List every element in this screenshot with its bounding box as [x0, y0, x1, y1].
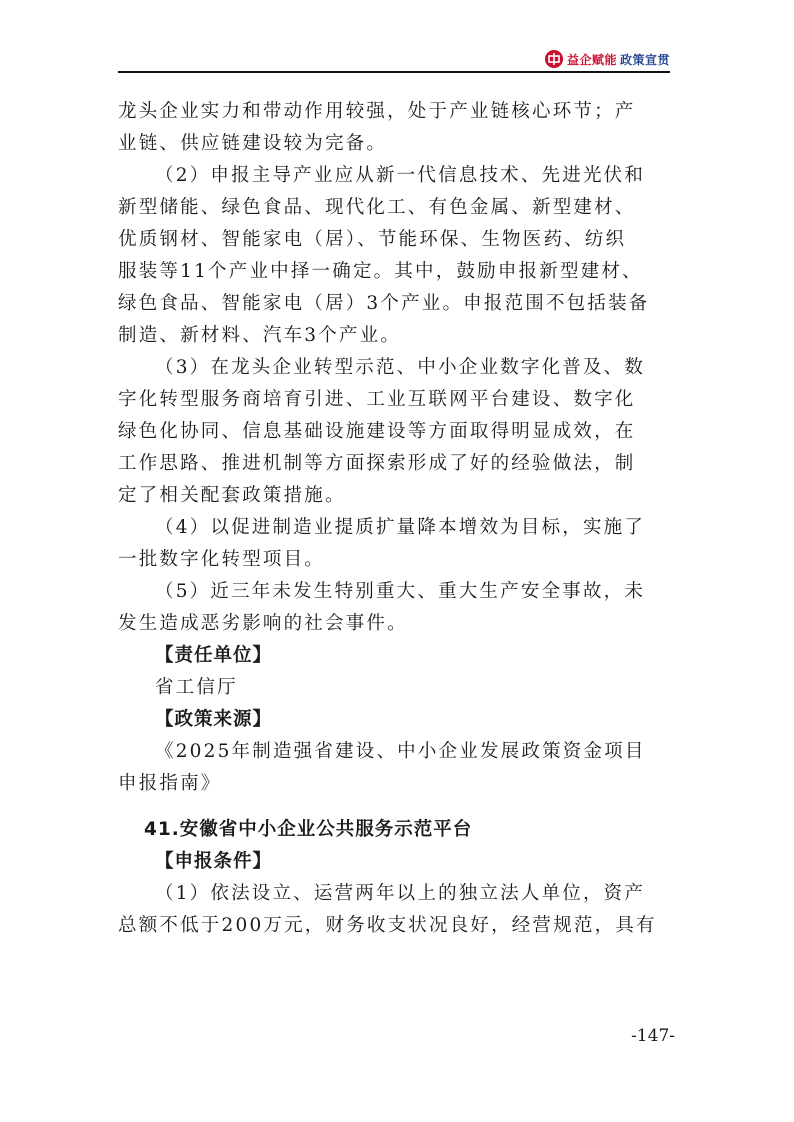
- section-title: 41.安徽省中小企业公共服务示范平台: [144, 819, 473, 840]
- text-line: 绿色食品、智能家电（居）3个产业。申报范围不包括装备: [118, 293, 650, 314]
- text-line: 绿色化协同、信息基础设施建设等方面取得明显成效，在: [118, 421, 636, 442]
- paragraph-start-line: 《2025年制造强省建设、中小企业发展政策资金项目: [155, 741, 646, 762]
- brand-text-primary: 益企赋能: [566, 52, 617, 67]
- text-line: 发生造成恶劣影响的社会事件。: [118, 613, 408, 634]
- text-line: 制造、新材料、汽车3个产业。: [118, 325, 402, 346]
- brand-text: [567, 51, 670, 68]
- text-line: 一批数字化转型项目。: [118, 549, 326, 570]
- paragraph-start-line: （4）以促进制造业提质扩量降本增效为目标，实施了: [155, 517, 646, 538]
- brand-logo-mark: [545, 50, 563, 68]
- text-line: 服装等11个产业中择一确定。其中，鼓励申报新型建材、: [118, 261, 643, 282]
- text-line: 总额不低于200万元，财务收支状况良好，经营规范，具有: [118, 915, 657, 936]
- brand-text-secondary: 政策宣贯: [619, 52, 670, 67]
- paragraph-start-line: （3）在龙头企业转型示范、中小企业数字化普及、数: [155, 357, 646, 378]
- brand-logo-icon: [545, 50, 563, 68]
- text-line: 工作思路、推进机制等方面探索形成了好的经验做法，制: [118, 453, 636, 474]
- paragraph-start-line: 省工信厅: [155, 677, 238, 698]
- header-divider: [118, 71, 670, 73]
- paragraph-start-line: （1）依法设立、运营两年以上的独立法人单位，资产: [155, 883, 646, 904]
- paragraph-start-line: （5）近三年未发生特别重大、重大生产安全事故，未: [155, 581, 646, 602]
- section-label: 【政策来源】: [155, 709, 273, 730]
- text-line: 定了相关配套政策措施。: [118, 485, 346, 506]
- text-line: 字化转型服务商培育引进、工业互联网平台建设、数字化: [118, 389, 636, 410]
- brand-lockup: [545, 50, 670, 68]
- section-label: 【申报条件】: [155, 851, 273, 872]
- text-line: 优质钢材、智能家电（居）、节能环保、生物医药、纺织: [118, 229, 627, 250]
- page-number: -147-: [631, 1026, 675, 1046]
- section-label: 【责任单位】: [155, 645, 273, 666]
- text-line: 申报指南》: [118, 773, 222, 794]
- paragraph-start-line: （2）申报主导产业应从新一代信息技术、先进光伏和: [155, 165, 646, 186]
- text-line: 业链、供应链建设较为完备。: [118, 133, 388, 154]
- text-line: 龙头企业实力和带动作用较强，处于产业链核心环节；产: [118, 101, 636, 122]
- page-header: [0, 0, 794, 80]
- text-line: 新型储能、绿色食品、现代化工、有色金属、新型建材、: [118, 197, 636, 218]
- document-body: [118, 96, 674, 942]
